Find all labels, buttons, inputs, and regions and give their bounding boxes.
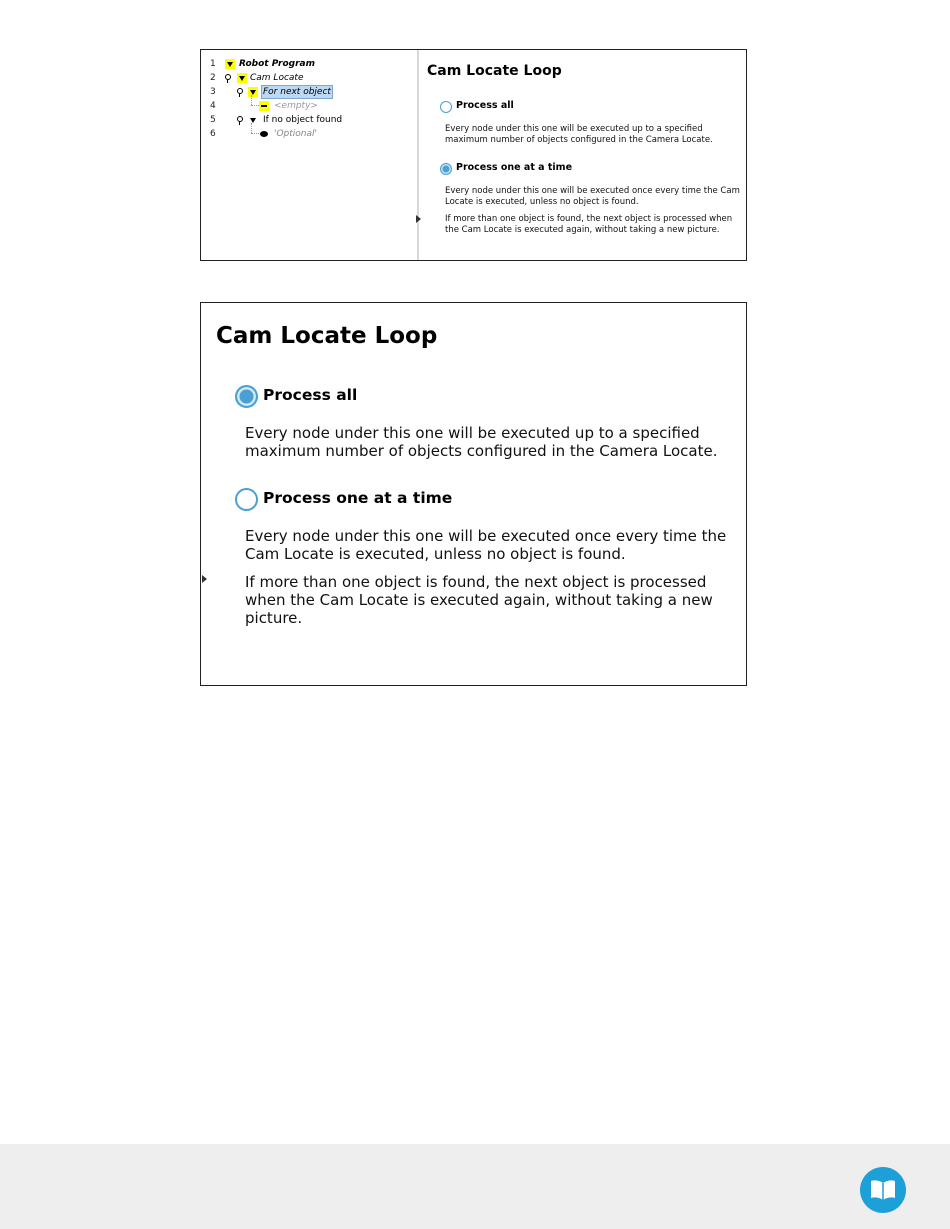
radio-process-all[interactable] — [235, 385, 258, 408]
line-number: 5 — [210, 115, 216, 125]
line-number: 1 — [210, 59, 216, 69]
option-description-extra: If more than one object is found, the next object is processed when the Cam Locate is executed again, without taking a new picture. — [445, 214, 733, 235]
option-label-process-all[interactable]: Process all — [263, 386, 358, 404]
pin-icon — [224, 74, 231, 83]
tree-label: If no object found — [263, 115, 343, 125]
line-number: 6 — [210, 129, 216, 139]
book-button[interactable] — [860, 1167, 906, 1213]
page-footer — [0, 1144, 950, 1229]
node-settings-panel — [419, 50, 746, 260]
pin-icon — [236, 116, 243, 125]
option-description: Every node under this one will be executed once every time the Cam Locate is executed, unless no object is found. — [445, 186, 740, 207]
tree-row-robot-program[interactable] — [201, 57, 417, 71]
radio-process-one[interactable] — [235, 488, 258, 511]
tree-label: Robot Program — [239, 59, 315, 69]
option-label-process-one[interactable]: Process one at a time — [263, 489, 453, 507]
book-icon — [869, 1179, 897, 1201]
option-description: Every node under this one will be executed up to a specified maximum number of objects configured in the Camera Locate. — [245, 424, 718, 460]
tree-row-for-next-object[interactable] — [201, 85, 417, 99]
tree-label-selected: For next object — [263, 87, 331, 97]
program-tree — [201, 50, 417, 260]
tree-row-cam-locate[interactable] — [201, 71, 417, 85]
panel-title: Cam Locate Loop — [427, 63, 562, 79]
screenshot-loop-settings — [200, 302, 747, 686]
option-label-process-all[interactable]: Process all — [456, 100, 514, 111]
collapse-arrow-icon[interactable] — [248, 87, 258, 97]
radio-process-all[interactable] — [440, 101, 452, 113]
collapse-handle-icon[interactable] — [202, 575, 207, 583]
collapse-arrow-icon[interactable] — [237, 73, 247, 83]
tree-row-optional[interactable] — [201, 127, 417, 141]
option-description: Every node under this one will be executed up to a specified maximum number of objects configured in the Camera Locate. — [445, 124, 713, 145]
tree-row-if-no-object[interactable] — [201, 113, 417, 127]
screenshot-program-tree — [200, 49, 747, 261]
collapse-arrow-icon[interactable] — [225, 59, 235, 69]
tree-label: Cam Locate — [250, 73, 304, 83]
line-number: 4 — [210, 101, 216, 111]
option-description-extra: If more than one object is found, the next object is processed when the Cam Locate is executed again, without taking a new picture. — [245, 573, 713, 627]
radio-process-one[interactable] — [440, 163, 452, 175]
option-label-process-one[interactable]: Process one at a time — [456, 162, 573, 173]
line-number: 2 — [210, 73, 216, 83]
collapse-arrow-icon[interactable] — [248, 115, 258, 125]
empty-node-icon — [259, 101, 269, 111]
tree-row-empty[interactable] — [201, 99, 417, 113]
tree-label: 'Optional' — [274, 129, 318, 139]
panel-title: Cam Locate Loop — [216, 323, 438, 349]
comment-icon — [259, 129, 269, 139]
line-number: 3 — [210, 87, 216, 97]
tree-label: <empty> — [274, 101, 318, 111]
option-description: Every node under this one will be executed once every time the Cam Locate is executed, unless no object is found. — [245, 527, 727, 563]
pin-icon — [236, 88, 243, 97]
